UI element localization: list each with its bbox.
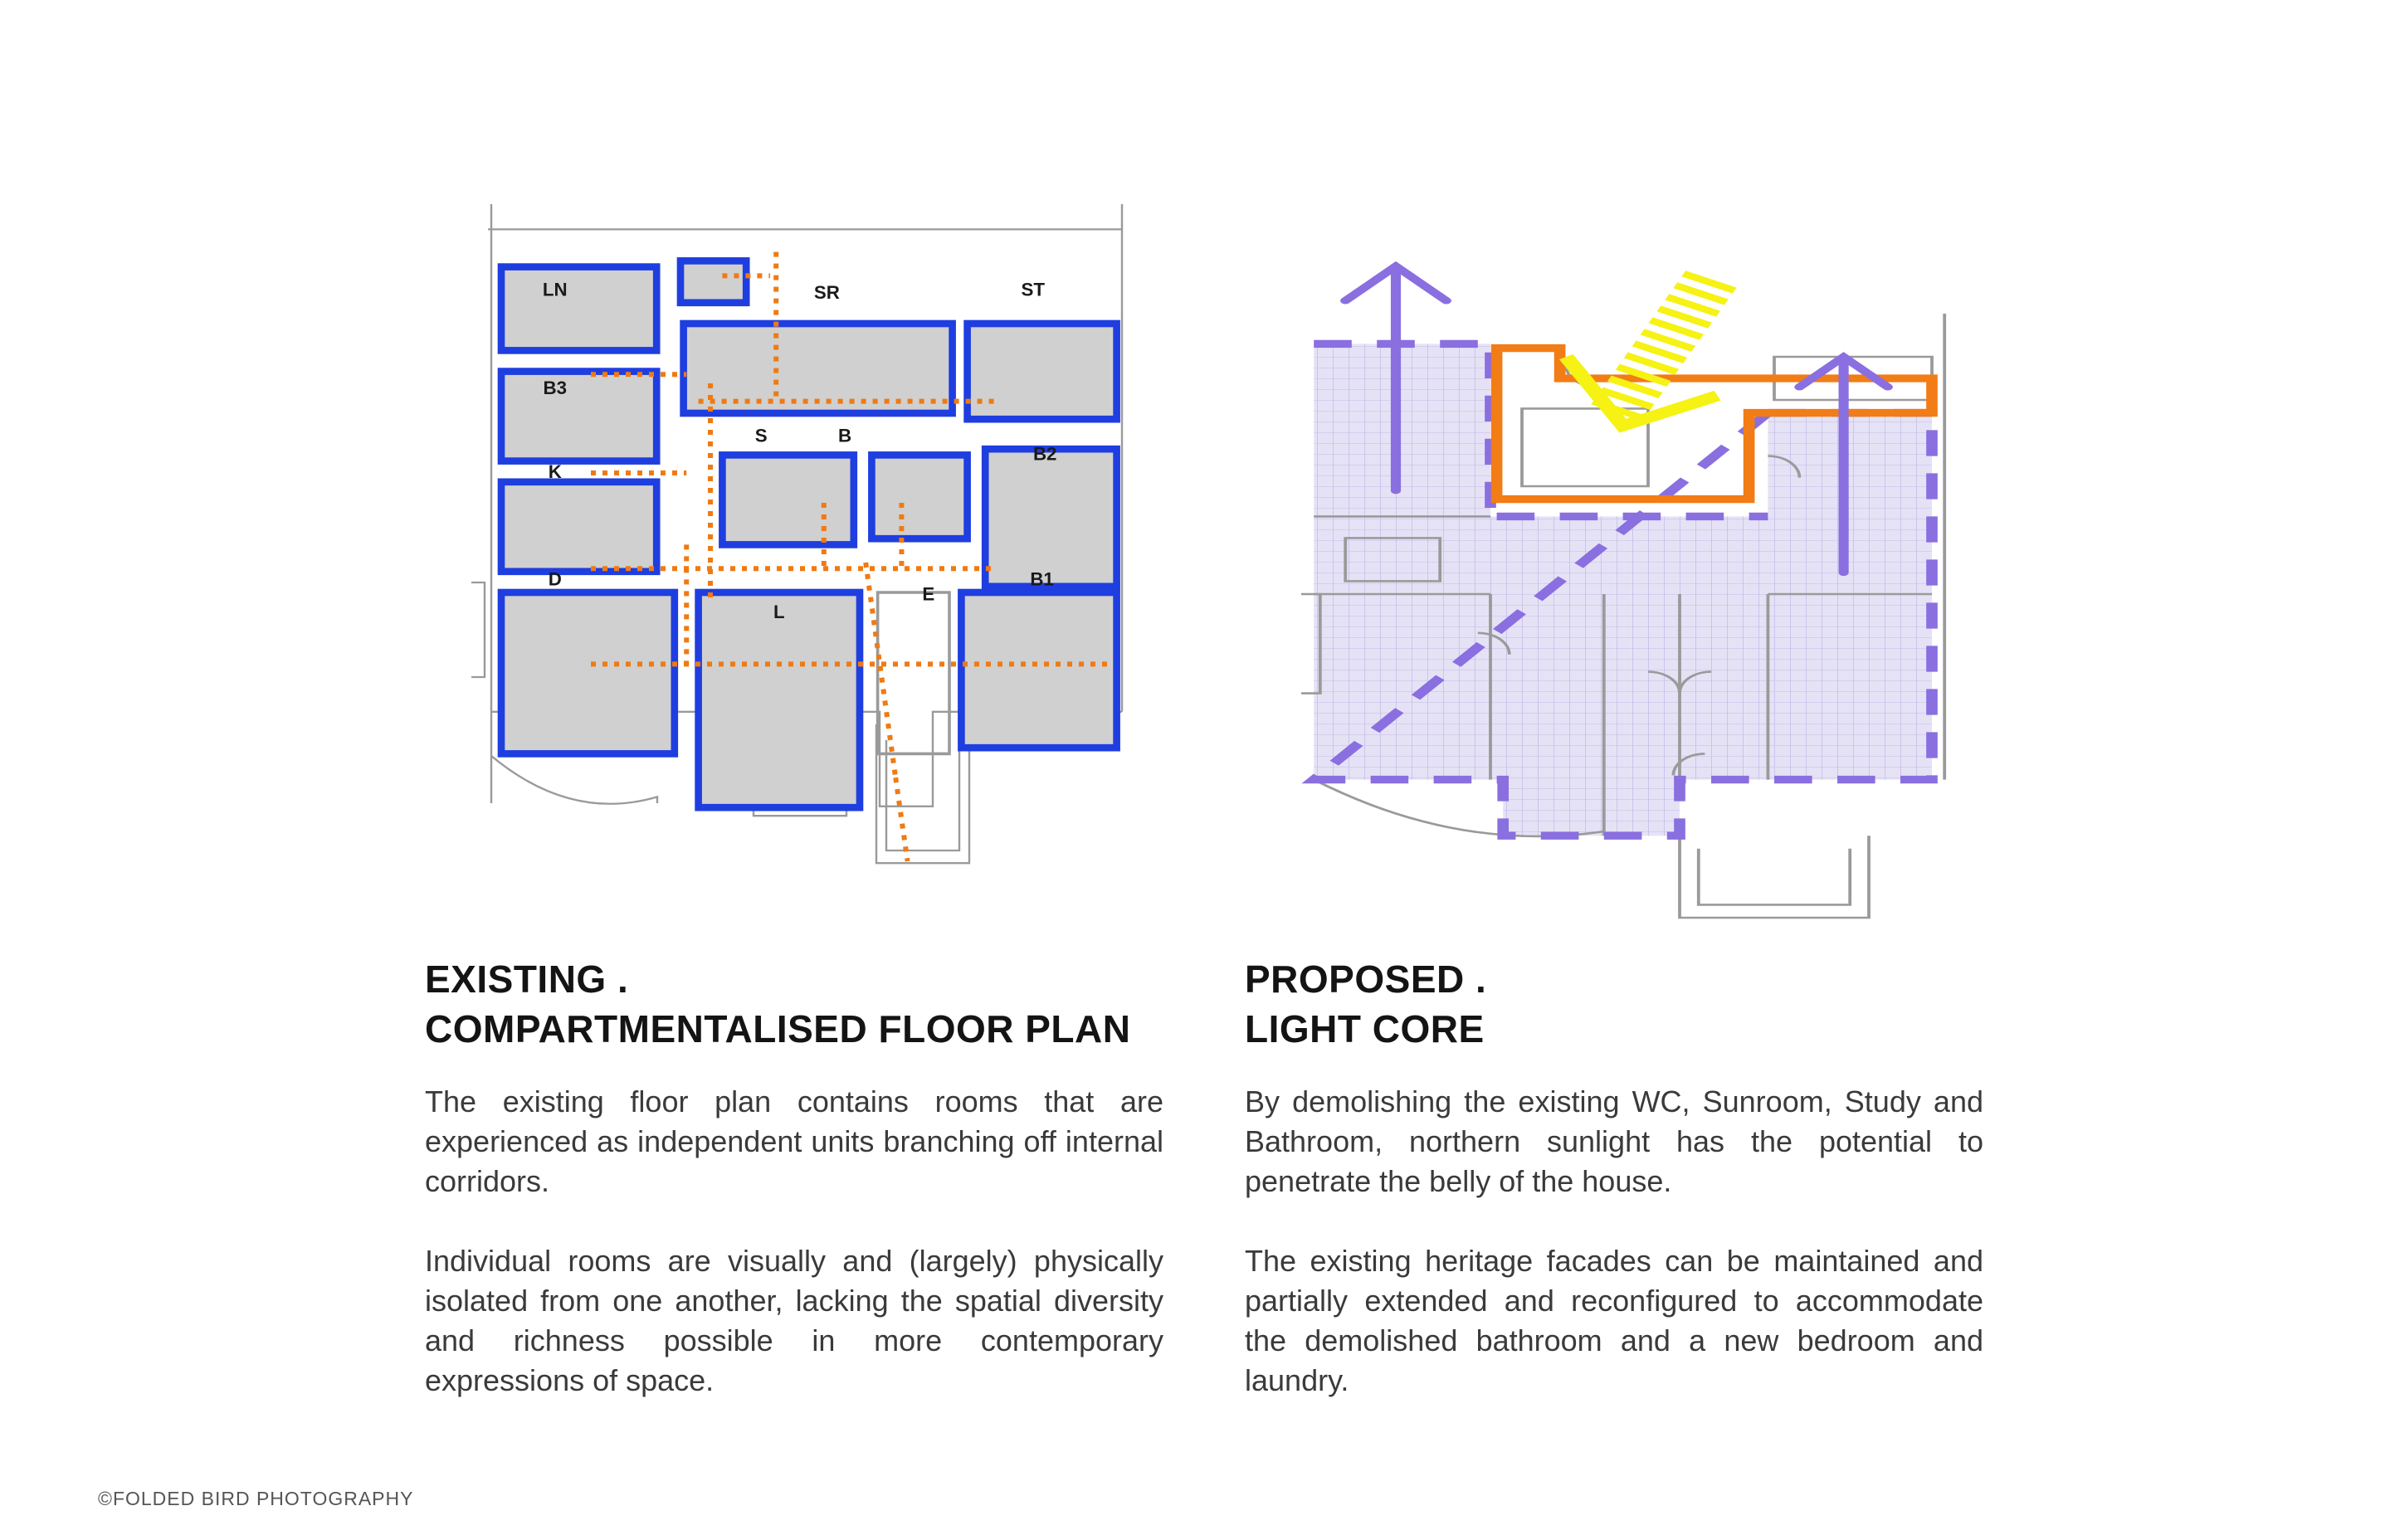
room-s: [722, 455, 853, 544]
room-b1: [961, 592, 1116, 748]
label-b1: B1: [1030, 568, 1054, 590]
existing-description: [425, 954, 1163, 1401]
room-st: [968, 324, 1117, 419]
existing-heading-line2: COMPARTMENTALISED FLOOR PLAN: [425, 1007, 1131, 1050]
proposed-heading-line1: PROPOSED .: [1245, 958, 1487, 1001]
room-b: [871, 455, 967, 539]
label-e: E: [922, 583, 935, 605]
proposed-heading-line2: LIGHT CORE: [1245, 1007, 1485, 1050]
room-b2: [985, 449, 1116, 590]
label-b2: B2: [1032, 443, 1057, 465]
proposed-plan-geometry: [1301, 266, 1944, 918]
proposed-paragraph-1: By demolishing the existing WC, Sunroom, Study and Bathroom, northern sunlight has the potential to penetrate the belly of the house.: [1245, 1084, 1983, 1198]
label-ln: LN: [542, 279, 568, 300]
proposed-paragraph-2: The existing heritage facades can be maintained and partially extended and reconfigured to accommodate the demolished bathroom and a new bedroom and laundry.: [1245, 1244, 1983, 1397]
label-sr: SR: [813, 281, 840, 303]
proposed-heading: [1245, 954, 1983, 1054]
room-l: [699, 592, 860, 807]
existing-floor-plan: [471, 204, 1129, 865]
existing-paragraph-2: Individual rooms are visually and (largely) physically isolated from one another, lacking the spatial diversity and richness possible in more contemporary expressions of space.: [425, 1244, 1163, 1397]
hallway-e: [878, 592, 949, 753]
existing-heading: [425, 954, 1163, 1054]
existing-heading-line1: EXISTING .: [425, 958, 629, 1001]
proposed-description: [1245, 954, 1983, 1401]
label-l: L: [773, 602, 785, 623]
room-d: [501, 592, 675, 753]
label-k: K: [548, 461, 562, 482]
existing-paragraph-1: The existing floor plan contains rooms that are experienced as independent units branching off internal corridors.: [425, 1084, 1163, 1198]
circulation-path: [895, 777, 907, 861]
photo-credit: ©FOLDED BIRD PHOTOGRAPHY: [98, 1488, 414, 1509]
sunlight-arrow-icon: [1566, 279, 1717, 426]
proposed-floor-plan: [1301, 204, 1958, 865]
room-b3: [501, 372, 656, 461]
label-s: S: [754, 425, 768, 446]
label-b: B: [837, 425, 852, 446]
room-wc: [680, 261, 746, 302]
label-st: ST: [1021, 279, 1046, 300]
room-ln: [501, 267, 656, 351]
rooms: [501, 261, 1117, 807]
room-k: [501, 482, 656, 572]
label-b3: B3: [543, 378, 568, 399]
label-d: D: [548, 568, 562, 590]
